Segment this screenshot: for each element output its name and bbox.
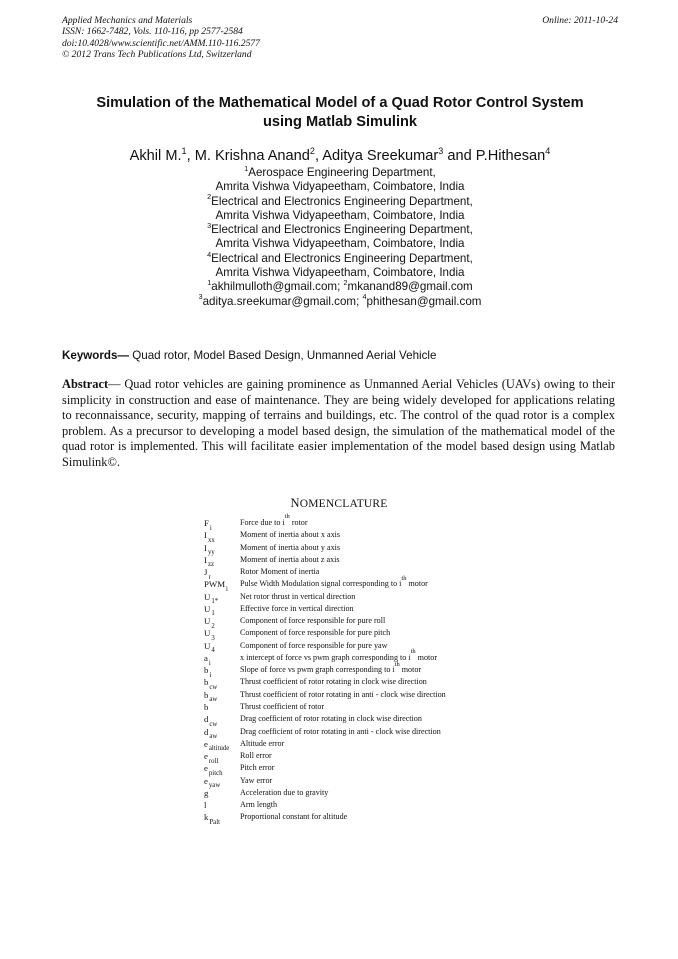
nomenclature-row [204,566,534,581]
nomenclature-description: Proportional constant for altitude [240,812,348,822]
nomenclature-symbol: $I_{xx}$ [204,530,215,544]
affiliation-dept: $^3$Electrical and Electronics Engineering Department, [207,220,473,237]
nomenclature-symbol: g [204,787,209,798]
email-link[interactable]: aditya.sreekumar@gmail.com [202,294,357,308]
nomenclature-row [204,689,534,704]
nomenclature-description: Component of force responsible for pure yaw [240,640,388,650]
email-line: $^3$aditya.sreekumar@gmail.com; $^4$phithesan@gmail.com [198,292,482,308]
author: M. Krishna Anand$^2$, [194,145,323,164]
nomenclature-row [204,701,534,713]
nomenclature-symbol: $e_{altitude}$ [204,738,230,753]
nomenclature-symbol: $I_{yy}$ [204,542,215,557]
nomenclature-row [204,603,534,618]
nomenclature-symbol: $k_{Palt}$ [204,812,220,826]
author-list [40,147,640,165]
nomenclature-row [204,750,534,765]
nomenclature-symbol: $e_{pitch}$ [204,763,223,777]
nomenclature-description: Acceleration due to gravity [240,787,329,797]
nomenclature-symbol: $d_{cw}$ [204,714,218,728]
nomenclature-row [204,591,534,606]
journal-copyright: © 2012 Trans Tech Publications Ltd, Switzerland [62,49,252,61]
email-link[interactable]: phithesan@gmail.com [366,294,482,308]
nomenclature-symbol: $F_i$ [204,518,212,532]
abstract-label: Abstract [62,377,109,391]
nomenclature-symbol: $e_{yaw}$ [204,775,221,790]
abstract [62,377,615,470]
abstract-text: — Quad rotor vehicles are gaining prominence as Unmanned Aerial Vehicles (UAVs) owing to their simplicity in construction and ease of maintenance. They are being widely developed for applications relating to reconnaissance, security, mapping of terrains and buildings, etc. The control of the quad rotor is a complex problem. As a precursor to developing a model based design, the simulation of the mathematical model of the quad rotor is implemented. This will facilitate easier implementation of the model based design using Matlab Simulink©. [62,377,615,469]
keywords-text: Quad rotor, Model Based Design, Unmanned Aerial Vehicle [129,349,437,362]
nomenclature-symbol: $U_{1*}$ [204,591,219,606]
affiliation-inst: Amrita Vishwa Vidyapeetham, Coimbatore, India [215,180,465,194]
nomenclature-heading: NOMENCLATURE [290,496,388,510]
nomenclature-description: Pitch error [240,763,275,773]
journal-doi: doi:10.4028/www.scientific.net/AMM.110-116.2577 [62,37,260,49]
nomenclature-symbol: $b_i$ [204,665,212,679]
affiliations [100,163,580,309]
nomenclature-description: Net rotor thrust in vertical direction [240,591,356,601]
nomenclature-row [204,738,534,753]
nomenclature-row [204,713,534,728]
email-link[interactable]: mkanand89@gmail.com [347,280,473,294]
nomenclature-description: Moment of inertia about y axis [240,542,341,552]
nomenclature-symbol: $U_3$ [204,628,215,642]
nomenclature-symbol: $J_r$ [204,567,211,581]
nomenclature-row [204,762,534,777]
nomenclature-description: Effective force in vertical direction [240,603,354,613]
nomenclature-symbol: $U_1$ [204,603,215,618]
nomenclature-symbol: b [204,701,209,712]
nomenclature-row [204,676,534,692]
nomenclature-row [204,513,534,532]
nomenclature-row [204,811,534,826]
author: Aditya Sreekumar$^3$ and [322,145,476,164]
nomenclature-row [204,615,534,630]
nomenclature-symbol: $b_{aw}$ [204,689,218,704]
email-line: $^1$akhilmulloth@gmail.com; $^2$mkanand89@gmail.com [207,278,473,294]
affiliation-dept: $^4$Electrical and Electronics Engineering Department, [207,249,473,265]
affiliation-inst: Amrita Vishwa Vidyapeetham, Coimbatore, India [215,237,465,251]
nomenclature-symbol: $U_4$ [204,640,215,655]
nomenclature-row [204,554,534,569]
paper-title [60,94,620,132]
title-line-2: using Matlab Simulink [262,114,418,130]
journal-issn: ISSN: 1662-7482, Vols. 110-116, pp 2577-2584 [62,26,243,38]
affiliation-inst: Amrita Vishwa Vidyapeetham, Coimbatore, India [215,266,465,280]
nomenclature-symbol: l [204,800,207,811]
nomenclature-description: Slope of force vs pwm graph corresponding to $i^{th}$ motor [240,660,422,675]
author: P.Hithesan$^4$ [475,145,551,164]
nomenclature-row [204,660,534,679]
email-link[interactable]: akhilmulloth@gmail.com [211,280,338,294]
nomenclature-description: Yaw error [240,775,273,785]
online-date: Online: 2011-10-24 [542,15,618,26]
nomenclature-symbol: $b_{cw}$ [204,677,218,692]
affiliation-inst: Amrita Vishwa Vidyapeetham, Coimbatore, India [215,208,465,222]
nomenclature-symbol: $d_{aw}$ [204,726,218,741]
nomenclature-description: Moment of inertia about x axis [240,530,341,540]
nomenclature-row [204,726,534,741]
nomenclature-description: Drag coefficient of rotor rotating in anti - clock wise direction [240,726,441,736]
nomenclature-row [204,775,534,790]
nomenclature-symbol: $U_2$ [204,616,215,630]
keywords-label: Keywords— [62,349,130,362]
nomenclature-list [204,513,534,826]
nomenclature-description: Altitude error [240,738,285,748]
nomenclature-description: Component of force responsible for pure pitch [240,628,391,638]
nomenclature-row [204,799,534,811]
nomenclature-symbol: $a_i$ [204,652,211,667]
nomenclature-row [204,648,534,667]
nomenclature-description: Component of force responsible for pure roll [240,616,386,626]
nomenclature-symbol: $I_{zz}$ [204,554,214,569]
author: Akhil M.$^1$, [129,145,195,164]
journal-name: Applied Mechanics and Materials [62,15,193,26]
nomenclature-description: Thrust coefficient of rotor [240,701,325,711]
keywords [62,349,618,363]
nomenclature-description: x intercept of force vs pwm graph corresponding to $i^{th}$ motor [240,648,438,662]
nomenclature-symbol: $PWM_i$ [204,579,228,593]
nomenclature-description: Moment of inertia about z axis [240,554,340,564]
nomenclature-row [204,627,534,642]
journal-header [62,15,618,61]
nomenclature-row [204,529,534,544]
nomenclature-description: Force due to $i^{th}$ rotor [240,513,308,527]
nomenclature-symbol: $e_{roll}$ [204,751,219,765]
nomenclature-row [204,787,534,799]
nomenclature-description: Pulse Width Modulation signal corresponding to $i^{th}$ motor [240,574,428,589]
nomenclature-row [204,542,534,557]
nomenclature-description: Drag coefficient of rotor rotating in clock wise direction [240,714,422,724]
nomenclature-description: Rotor Moment of inertia [240,567,320,577]
title-line-1: Simulation of the Mathematical Model of a Quad Rotor Control System [96,95,584,111]
nomenclature-description: Thrust coefficient of rotor rotating in anti - clock wise direction [240,689,446,699]
affiliation-dept: $^2$Electrical and Electronics Engineering Department, [207,192,473,208]
nomenclature-description: Arm length [240,800,278,810]
nomenclature-description: Thrust coefficient of rotor rotating in clock wise direction [240,677,427,687]
affiliation-dept: $^1$Aerospace Engineering Department, [244,163,436,179]
nomenclature-description: Roll error [240,751,272,761]
